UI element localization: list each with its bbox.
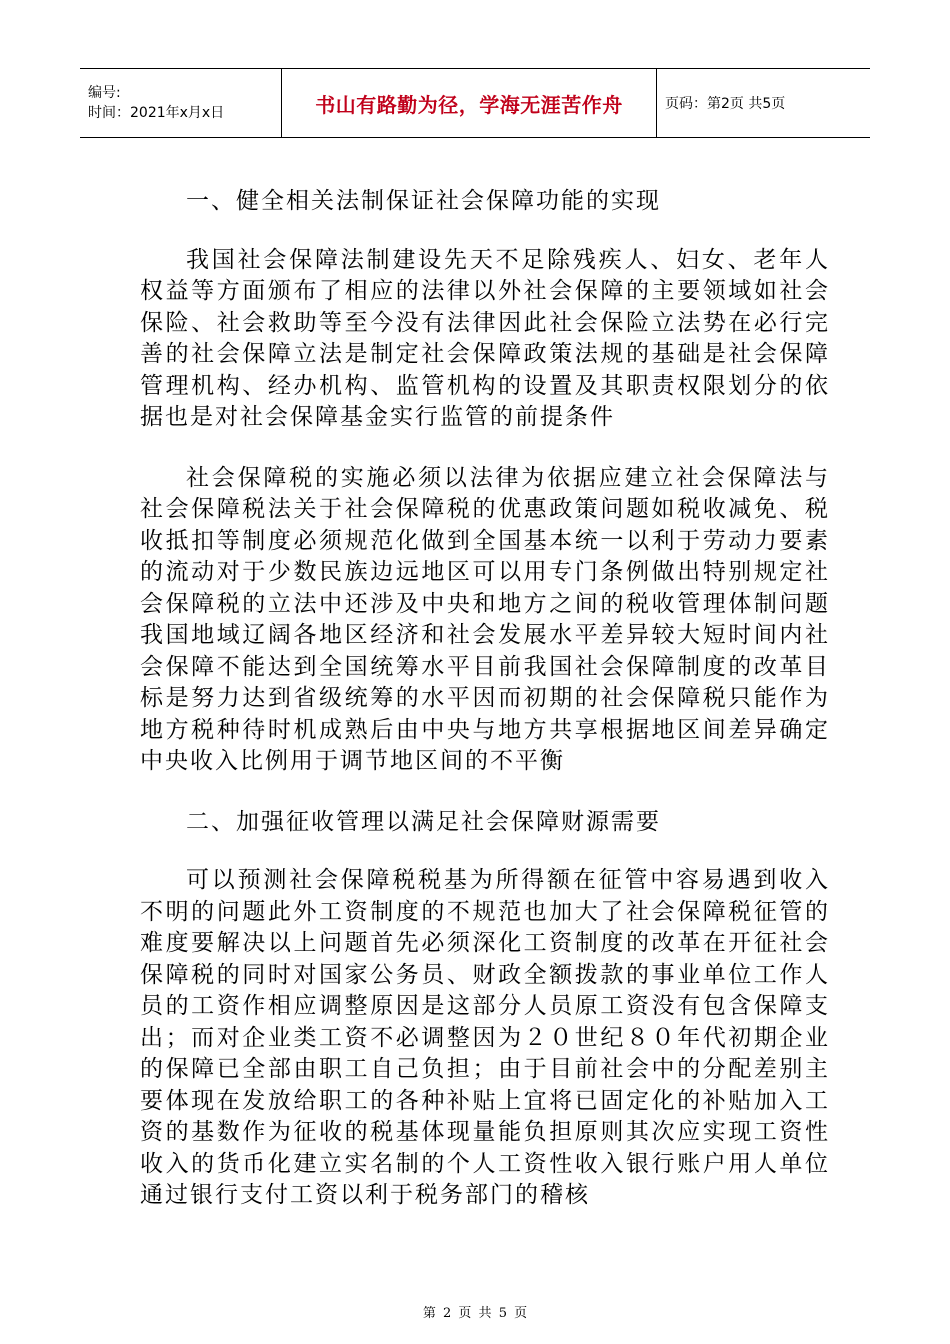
header-meta (80, 69, 282, 137)
document-header (80, 68, 870, 138)
date-label: 时间：2021年x月x日 (88, 105, 225, 121)
body-paragraph: 我国社会保障法制建设先天不足除残疾人、妇女、老年人权益等方面颁布了相应的法律以外社会保障的主要领域如社会保险、社会救助等至今没有法律因此社会保险立法势在必行完善的社会保障立法是制定社会保障政策法规的基础是社会保障管理机构、经办机构、监管机构的设置及其职责权限划分的依据也是对社会保障基金实行监管的前提条件 (140, 246, 830, 430)
body-paragraph: 社会保障税的实施必须以法律为依据应建立社会保障法与社会保障税法关于社会保障税的优惠政策问题如税收减免、税收抵扣等制度必须规范化做到全国基本统一以利于劳动力要素的流动对于少数民族边远地区可以用专门条例做出特别规定社会保障税的立法中还涉及中央和地方之间的税收管理体制问题我国地域辽阔各地区经济和社会发展水平差异较大短时间内社会保障不能达到全国统筹水平目前我国社会保障制度的改革目标是努力达到省级统筹的水平因而初期的社会保障税只能作为地方税种待时机成熟后由中央与地方共享根据地区间差异确定中央收入比例用于调节地区间的不平衡 (140, 464, 830, 774)
body-paragraph: 可以预测社会保障税税基为所得额在征管中容易遇到收入不明的问题此外工资制度的不规范也加大了社会保障税征管的难度要解决以上问题首先必须深化工资制度的改革在开征社会保障税的同时对国家公务员、财政全额拨款的事业单位工作人员的工资作相应调整原因是这部分人员原工资没有包含保障支出；而对企业类工资不必调整因为２０世纪８０年代初期企业的保障已全部由职工自己负担；由于目前社会中的分配差别主要体现在发放给职工的各种补贴上宜将已固定化的补贴加入工资的基数作为征收的税基体现量能负担原则其次应实现工资性收入的货币化建立实名制的个人工资性收入银行账户用人单位通过银行支付工资以利于税务部门的稽核 (140, 867, 830, 1208)
number-label: 编号: (88, 85, 121, 101)
document-body (140, 186, 830, 1241)
page-footer: 第 2 页 共 5 页 (422, 1306, 528, 1321)
header-motto: 书山有路勤为径，学海无涯苦作舟 (315, 92, 623, 117)
section-heading: 二、加强征收管理以满足社会保障财源需要 (186, 808, 661, 835)
header-page-info: 页码：第2页 共5页 (665, 96, 786, 112)
header-motto-cell (282, 69, 657, 137)
section-heading: 一、健全相关法制保证社会保障功能的实现 (186, 188, 661, 214)
header-page-cell (657, 69, 870, 137)
